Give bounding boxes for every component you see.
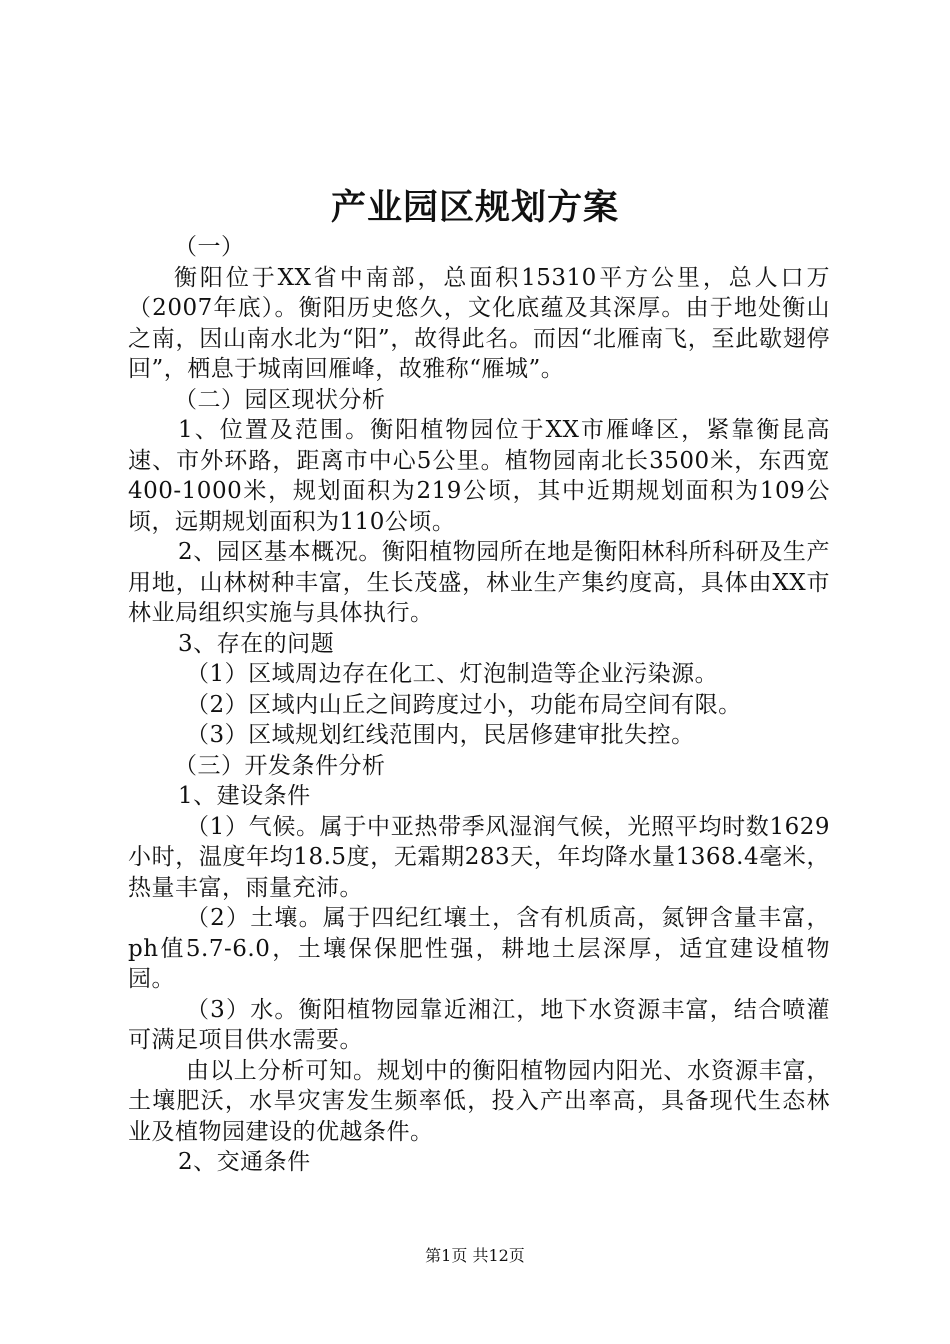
page-footer: 第1页 共12页 (425, 1246, 525, 1265)
section-heading-1: （一） (174, 234, 245, 260)
section-heading-3: （三）开发条件分析 (174, 752, 386, 779)
document-body (128, 232, 830, 1178)
paragraph-water: （3）水。衡阳植物园靠近湘江，地下水资源丰富，结合喷灌可满足项目供水需要。 (128, 996, 830, 1053)
subheading-traffic: 2、交通条件 (178, 1149, 311, 1175)
list-item-problem-2: （2）区域内山丘之间跨度过小，功能布局空间有限。 (186, 691, 742, 718)
paragraph-conclusion: 由以上分析可知。规划中的衡阳植物园内阳光、水资源丰富，土壤肥沃，水旱灾害发生频率低，投入产出率高，具备现代生态林业及植物园建设的优越条件。 (128, 1057, 830, 1145)
list-item-problem-1: （1）区域周边存在化工、灯泡制造等企业污染源。 (186, 661, 719, 687)
paragraph-overview: 2、园区基本概况。衡阳植物园所在地是衡阳林科所科研及生产用地，山林树种丰富，生长茂盛，林业生产集约度高，具体由XX市林业局组织实施与具体执行。 (128, 539, 830, 626)
subheading-problems: 3、存在的问题 (178, 630, 335, 657)
paragraph-intro: 衡阳位于XX省中南部，总面积15310平方公里，总人口万（2007年底）。衡阳历史悠久，文化底蕴及其深厚。由于地处衡山之南，因山南水北为“阳”，故得此名。而因“北雁南飞，至此歇翅停回”，栖息于城南回雁峰，故雅称“雁城”。 (128, 264, 830, 382)
subheading-construction: 1、建设条件 (178, 783, 311, 809)
paragraph-location: 1、位置及范围。衡阳植物园位于XX市雁峰区，紧靠衡昆高速、市外环路，距离市中心5公里。植物园南北长3500米，东西宽400-1000米，规划面积为219公顷，其中近期规划面积为109公顷，远期规划面积为110公顷。 (128, 417, 830, 535)
paragraph-climate: （1）气候。属于中亚热带季风湿润气候，光照平均时数1629小时，温度年均18.5度，无霜期283天，年均降水量1368.4毫米，热量丰富，雨量充沛。 (128, 813, 830, 901)
section-heading-2: （二）园区现状分析 (174, 386, 386, 413)
list-item-problem-3: （3）区域规划红线范围内，民居修建审批失控。 (186, 722, 695, 748)
document-title: 产业园区规划方案 (330, 187, 619, 228)
paragraph-soil: （2）土壤。属于四纪红壤土，含有机质高，氮钾含量丰富，ph值5.7-6.0，土壤保保肥性强，耕地土层深厚，适宜建设植物园。 (128, 905, 830, 992)
